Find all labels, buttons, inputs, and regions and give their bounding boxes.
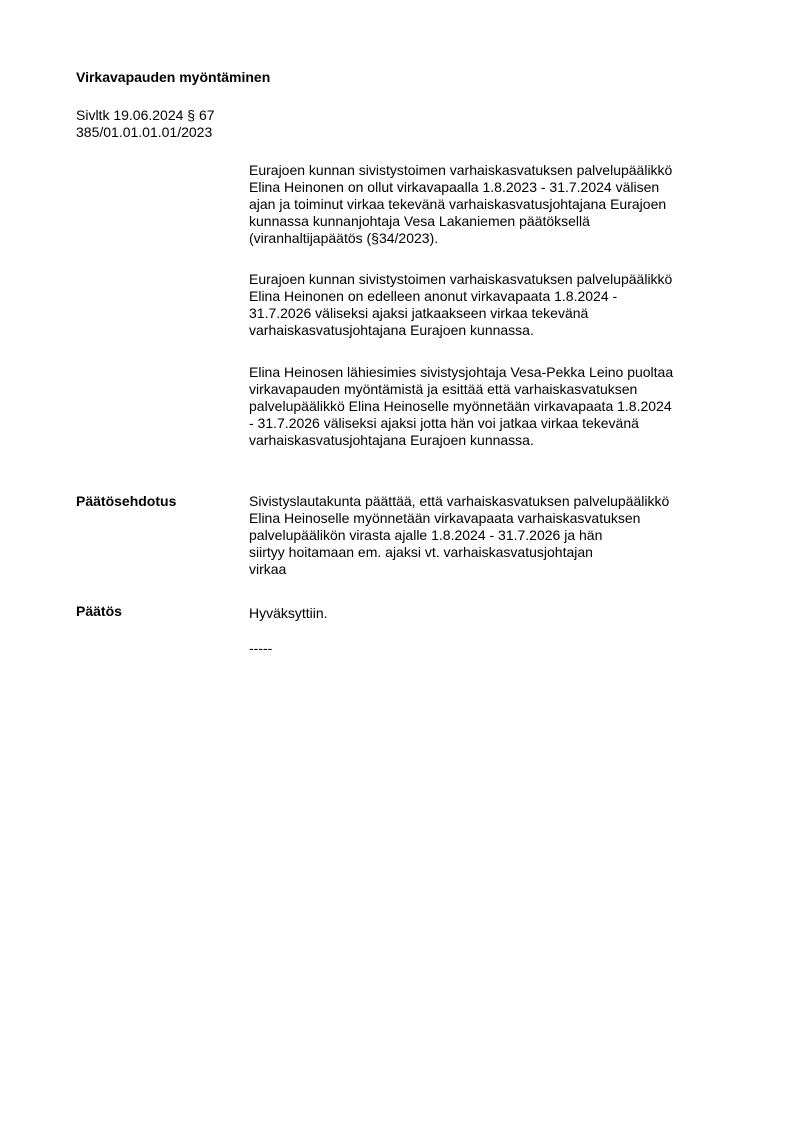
- record-number: 385/01.01.01.01/2023: [76, 124, 213, 140]
- text-line: -----: [249, 640, 273, 656]
- meeting-reference: Sivltk 19.06.2024 § 67: [76, 107, 215, 123]
- decision-label: Päätös: [76, 603, 122, 619]
- proposal-text: [249, 493, 737, 578]
- text-line: varhaiskasvatusjohtajana Eurajoen kunnassa.: [249, 432, 534, 448]
- text-line: varhaiskasvatusjohtajana Eurajoen kunnassa.: [249, 322, 534, 338]
- text-line: kunnassa kunnanjohtaja Vesa Lakaniemen päätöksellä: [249, 213, 590, 229]
- text-line: Elina Heinosen lähiesimies sivistysjohtaja Vesa-Pekka Leino puoltaa: [249, 364, 674, 380]
- text-line: Eurajoen kunnan sivistystoimen varhaiskasvatuksen palvelupäälikkö: [249, 162, 673, 178]
- reference-block: [76, 107, 215, 141]
- text-line: virkavapauden myöntämistä ja esittää että varhaiskasvatuksen: [249, 381, 638, 397]
- text-line: Elina Heinoselle myönnetään virkavapaata varhaiskasvatuksen: [249, 510, 641, 526]
- text-line: (viranhaltijapäätös (§34/2023).: [249, 230, 439, 246]
- text-line: virkaa: [249, 561, 287, 577]
- text-line: Elina Heinonen on edelleen anonut virkavapaata 1.8.2024 -: [249, 288, 618, 304]
- text-line: 31.7.2026 väliseksi ajaksi jatkaakseen virkaa tekevänä: [249, 305, 589, 321]
- text-line: Hyväksyttiin.: [249, 605, 328, 621]
- text-line: ajan ja toiminut virkaa tekevänä varhaiskasvatusjohtajana Eurajoen: [249, 196, 667, 212]
- text-line: siirtyy hoitamaan em. ajaksi vt. varhaiskasvatusjohtajan: [249, 544, 593, 560]
- end-mark: [249, 640, 737, 657]
- text-line: - 31.7.2026 väliseksi ajaksi jotta hän voi jatkaa virkaa tekevänä: [249, 415, 639, 431]
- text-line: Eurajoen kunnan sivistystoimen varhaiskasvatuksen palvelupäälikkö: [249, 271, 673, 287]
- document-title: Virkavapauden myöntäminen: [76, 69, 271, 85]
- body-paragraph-1: [249, 162, 737, 247]
- text-line: palvelupäälikön virasta ajalle 1.8.2024 - 31.7.2026 ja hän: [249, 527, 603, 543]
- body-paragraph-3: [249, 364, 737, 449]
- body-paragraph-2: [249, 271, 737, 339]
- text-line: Sivistyslautakunta päättää, että varhaiskasvatuksen palvelupäälikkö: [249, 493, 670, 509]
- proposal-label: Päätösehdotus: [76, 493, 177, 509]
- decision-text: [249, 605, 737, 622]
- text-line: Elina Heinonen on ollut virkavapaalla 1.8.2023 - 31.7.2024 välisen: [249, 179, 660, 195]
- text-line: palvelupäälikkö Elina Heinoselle myönnetään virkavapaata 1.8.2024: [249, 398, 672, 414]
